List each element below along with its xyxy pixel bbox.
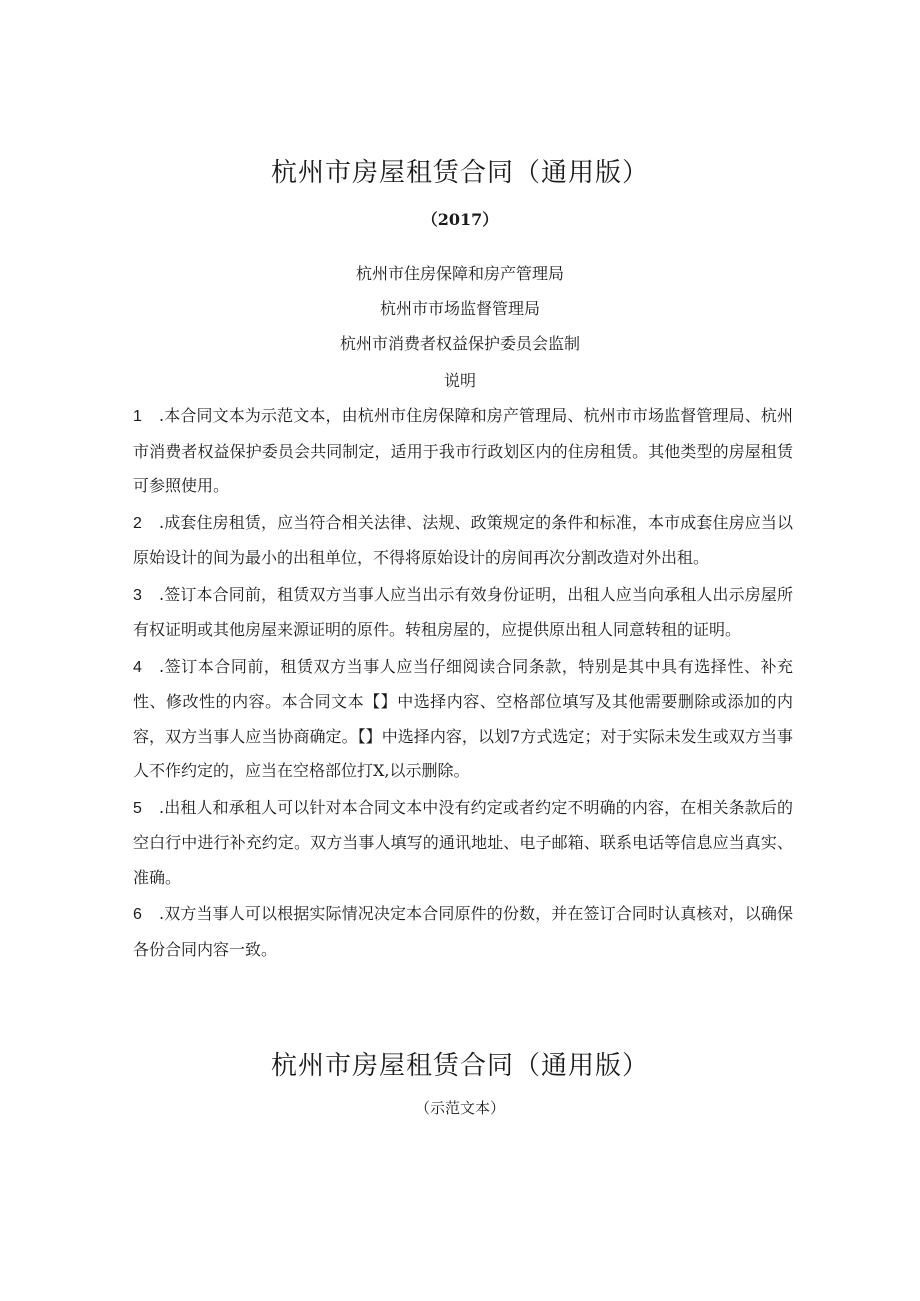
note-item [133,897,793,967]
document-title: 杭州市房屋租赁合同（通用版） [270,158,649,188]
note-text: .出租人和承租人可以针对本合同文本中没有约定或者约定不明确的内容，在相关条款后的空白行中进行补充约定。双方当事人填写的通讯地址、电子邮箱、联系电话等信息应当真实、准确。 [133,797,793,887]
note-item [133,506,793,576]
note-item [133,791,793,896]
contract-subtitle: （示范文本） [414,1099,505,1117]
note-number: 5 [133,799,142,817]
note-text: .签订本合同前，租赁双方当事人应当出示有效身份证明，出租人应当向承租人出示房屋所有权证明或其他房屋来源证明的原件。转租房屋的，应提供原出租人同意转租的证明。 [133,584,793,639]
note-text: .成套住房租赁，应当符合相关法律、法规、政策规定的条件和标准，本市成套住房应当以原始设计的间为最小的出租单位，不得将原始设计的房间再次分割改造对外出租。 [133,512,793,567]
note-text: .本合同文本为示范文本，由杭州市住房保障和房产管理局、杭州市市场监督管理局、杭州市消费者权益保护委员会共同制定，适用于我市行政划区内的住房租赁。其他类型的房屋租赁可参照使用。 [133,406,793,495]
issuer-line: 杭州市住房保障和房产管理局 [355,264,564,283]
note-number: 6 [133,906,142,923]
note-item [133,578,793,648]
note-text: .双方当事人可以根据实际情况决定本合同原件的份数，并在签订合同时认真核对，以确保各份合同内容一致。 [133,904,793,959]
note-number: 4 [133,658,142,676]
note-number: 2 [133,514,142,532]
contract-title: 杭州市房屋租赁合同（通用版） [270,1051,649,1081]
note-number: 3 [133,586,142,604]
document-year: （2017） [421,210,499,229]
issuer-line: 杭州市市场监督管理局 [379,299,540,318]
note-item [133,650,793,789]
notes-list [133,399,793,969]
note-number: 1 [133,408,142,425]
note-text: .签订本合同前，租赁双方当事人应当仔细阅读合同条款，特别是其中具有选择性、补充性、修改性的内容。本合同文本【】中选择内容、空格部位填写及其他需要删除或添加的内容，双方当事人应当协商确定。【】中选择内容，以划7方式选定；对于实际未发生或双方当事人不作约定的，应当在空格部位打X,以示删除。 [133,656,793,780]
notes-heading: 说明 [443,371,476,390]
issuer-line: 杭州市消费者权益保护委员会监制 [339,334,580,353]
note-item [133,399,793,504]
